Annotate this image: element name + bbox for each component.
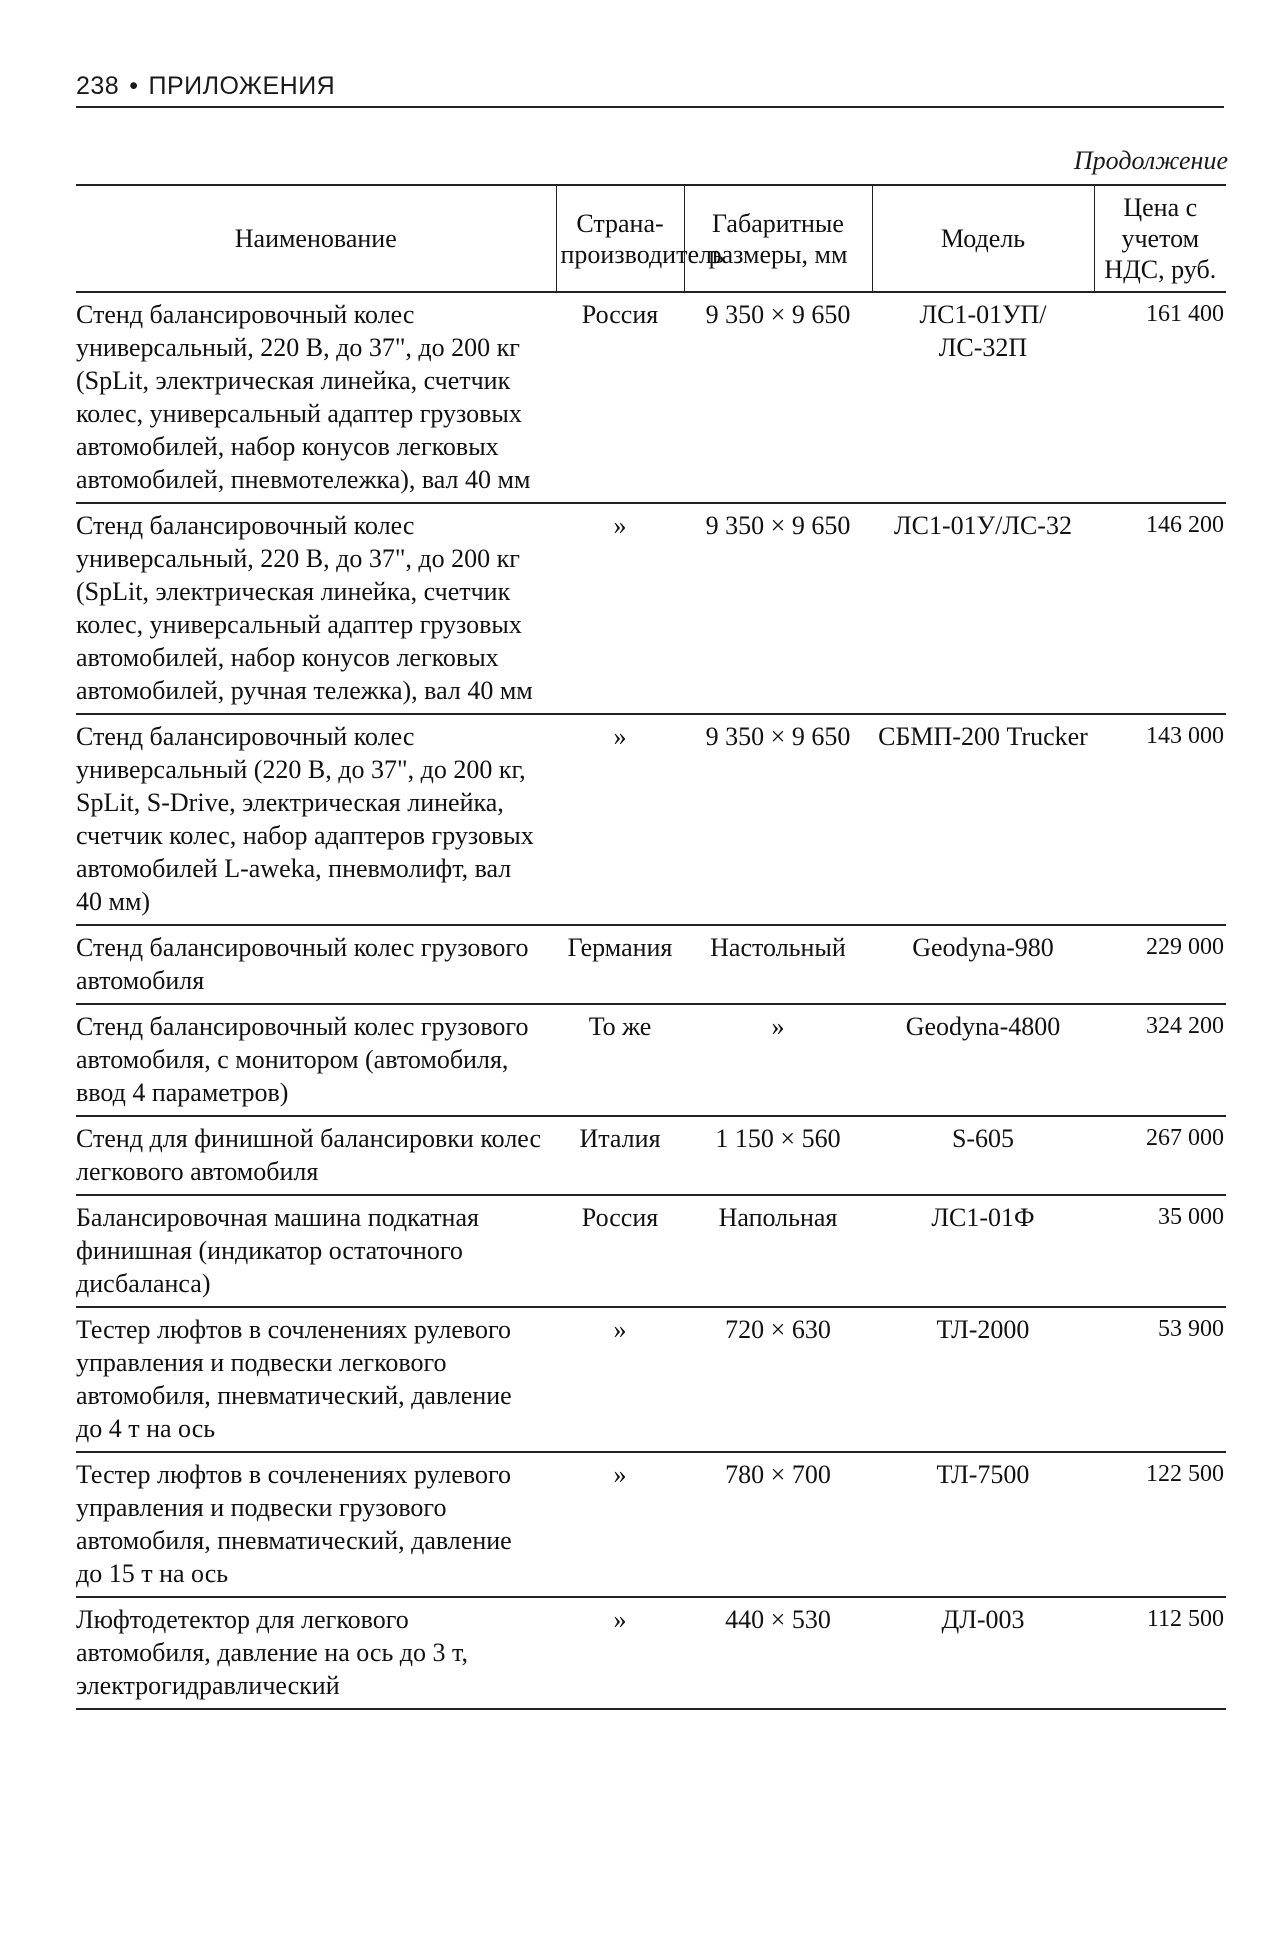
cell-country: » — [556, 1597, 684, 1709]
cell-name: Стенд балансировочный колес универсальный, 220 В, до 37", до 200 кг (SpLit, электрическая линейка, счетчик колес, универсальный адаптер грузовых автомобилей, набор конусов легковых автомобилей, ручная тележка), вал 40 мм — [76, 503, 556, 714]
table-row — [76, 1597, 1226, 1709]
cell-country: » — [556, 503, 684, 714]
cell-dimensions: 780 × 700 — [684, 1452, 872, 1597]
table-row — [76, 503, 1226, 714]
cell-country: » — [556, 714, 684, 925]
cell-price: 146 200 — [1094, 503, 1226, 714]
cell-model: ЛС1-01Ф — [872, 1195, 1094, 1307]
column-header-dimensions: Габаритные размеры, мм — [684, 185, 872, 292]
cell-price: 112 500 — [1094, 1597, 1226, 1709]
cell-model: Geodyna-980 — [872, 925, 1094, 1004]
cell-model: ТЛ-2000 — [872, 1307, 1094, 1452]
table-header-row — [76, 185, 1226, 292]
cell-price: 267 000 — [1094, 1116, 1226, 1195]
cell-price: 161 400 — [1094, 292, 1226, 503]
table-row — [76, 1307, 1226, 1452]
cell-dimensions: » — [684, 1004, 872, 1116]
running-head — [76, 72, 335, 101]
header-rule — [76, 106, 1224, 108]
cell-country: » — [556, 1452, 684, 1597]
cell-name: Люфтодетектор для легкового автомобиля, давление на ось до 3 т, электрогидравлический — [76, 1597, 556, 1709]
bullet-separator: • — [129, 72, 139, 100]
table-row — [76, 292, 1226, 503]
cell-price: 229 000 — [1094, 925, 1226, 1004]
cell-country: » — [556, 1307, 684, 1452]
cell-price: 324 200 — [1094, 1004, 1226, 1116]
cell-name: Балансировочная машина подкатная финишная (индикатор остаточного дисбаланса) — [76, 1195, 556, 1307]
cell-name: Тестер люфтов в сочленениях рулевого управления и подвески грузового автомобиля, пневматический, давление до 15 т на ось — [76, 1452, 556, 1597]
table-row — [76, 1004, 1226, 1116]
cell-model: S-605 — [872, 1116, 1094, 1195]
cell-price: 122 500 — [1094, 1452, 1226, 1597]
cell-dimensions: 9 350 × 9 650 — [684, 503, 872, 714]
cell-dimensions: Напольная — [684, 1195, 872, 1307]
column-header-name: Наименование — [76, 185, 556, 292]
cell-name: Стенд балансировочный колес грузового автомобиля — [76, 925, 556, 1004]
cell-country: Италия — [556, 1116, 684, 1195]
cell-price: 35 000 — [1094, 1195, 1226, 1307]
column-header-model: Модель — [872, 185, 1094, 292]
cell-dimensions: 9 350 × 9 650 — [684, 292, 872, 503]
cell-name: Стенд балансировочный колес универсальный (220 В, до 37", до 200 кг, SpLit, S-Drive, электрическая линейка, счетчик колес, набор адаптеров грузовых автомобилей L-aweka, пневмолифт, вал 40 мм) — [76, 714, 556, 925]
column-header-country: Страна-производитель — [556, 185, 684, 292]
cell-name: Стенд для финишной балансировки колес легкового автомобиля — [76, 1116, 556, 1195]
cell-name: Стенд балансировочный колес универсальный, 220 В, до 37", до 200 кг (SpLit, электрическая линейка, счетчик колес, универсальный адаптер грузовых автомобилей, набор конусов легковых автомобилей, пневмотележка), вал 40 мм — [76, 292, 556, 503]
table-row — [76, 714, 1226, 925]
table-row — [76, 925, 1226, 1004]
cell-country: То же — [556, 1004, 684, 1116]
column-header-price: Цена с учетом НДС, руб. — [1094, 185, 1226, 292]
cell-dimensions: 1 150 × 560 — [684, 1116, 872, 1195]
cell-price: 143 000 — [1094, 714, 1226, 925]
cell-dimensions: 720 × 630 — [684, 1307, 872, 1452]
page-number: 238 — [76, 72, 120, 100]
cell-country: Россия — [556, 292, 684, 503]
cell-name: Тестер люфтов в сочленениях рулевого управления и подвески легкового автомобиля, пневматический, давление до 4 т на ось — [76, 1307, 556, 1452]
cell-model: Geodyna-4800 — [872, 1004, 1094, 1116]
cell-dimensions: 9 350 × 9 650 — [684, 714, 872, 925]
table-row — [76, 1195, 1226, 1307]
cell-dimensions: 440 × 530 — [684, 1597, 872, 1709]
cell-model: СБМП-200 Trucker — [872, 714, 1094, 925]
table-row — [76, 1452, 1226, 1597]
cell-model: ДЛ-003 — [872, 1597, 1094, 1709]
cell-dimensions: Настольный — [684, 925, 872, 1004]
table-row — [76, 1116, 1226, 1195]
cell-model: ЛС1-01УП/ЛС-32П — [872, 292, 1094, 503]
cell-country: Россия — [556, 1195, 684, 1307]
cell-price: 53 900 — [1094, 1307, 1226, 1452]
cell-model: ТЛ-7500 — [872, 1452, 1094, 1597]
cell-model: ЛС1-01У/ЛС-32 — [872, 503, 1094, 714]
price-table — [76, 184, 1226, 1710]
cell-name: Стенд балансировочный колес грузового автомобиля, с монитором (автомобиля, ввод 4 параметров) — [76, 1004, 556, 1116]
continuation-label: Продолжение — [1073, 146, 1228, 175]
section-title: ПРИЛОЖЕНИЯ — [148, 72, 336, 100]
cell-country: Германия — [556, 925, 684, 1004]
